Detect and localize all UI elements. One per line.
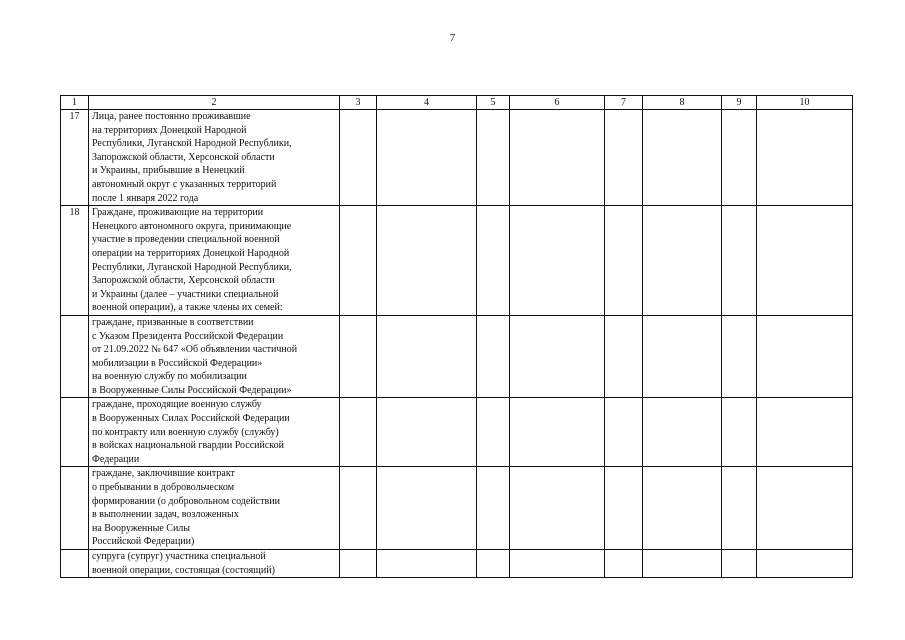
- empty-cell: [340, 315, 377, 398]
- text-line: участие в проведении специальной военной: [92, 234, 280, 246]
- row-number: [61, 315, 89, 398]
- table-row: [61, 398, 853, 467]
- text-line: мобилизации в Российской Федерации»: [92, 357, 263, 369]
- empty-cell: [510, 110, 605, 206]
- text-line: супруга (супруг) участника специальной: [92, 551, 266, 562]
- row-number: [61, 550, 89, 578]
- text-line: граждане, призванные в соответствии: [92, 316, 254, 328]
- empty-cell: [757, 550, 853, 578]
- empty-cell: [340, 206, 377, 316]
- empty-cell: [477, 398, 510, 467]
- row-description: [89, 110, 340, 206]
- empty-cell: [722, 398, 757, 467]
- column-header: 9: [722, 96, 757, 110]
- table-row: [61, 550, 853, 578]
- empty-cell: [722, 467, 757, 550]
- table-row: [61, 467, 853, 550]
- text-line: после 1 января 2022 года: [92, 192, 199, 204]
- empty-cell: [377, 206, 477, 316]
- empty-cell: [377, 550, 477, 578]
- text-line: граждане, заключившие контракт: [92, 468, 235, 480]
- table-row: [61, 206, 853, 316]
- text-line: Федерации: [92, 453, 140, 465]
- row-description: [89, 550, 340, 578]
- text-line: на Вооруженные Силы: [92, 522, 191, 534]
- empty-cell: [605, 550, 643, 578]
- empty-cell: [477, 206, 510, 316]
- text-line: на военную службу по мобилизации: [92, 371, 247, 383]
- empty-cell: [757, 467, 853, 550]
- text-line: граждане, проходящие военную службу: [92, 399, 262, 411]
- text-line: по контракту или военную службу (службу): [92, 426, 279, 438]
- column-header: 3: [340, 96, 377, 110]
- empty-cell: [643, 467, 722, 550]
- empty-cell: [722, 110, 757, 206]
- column-header: 8: [643, 96, 722, 110]
- document-table: [60, 95, 853, 578]
- empty-cell: [510, 467, 605, 550]
- empty-cell: [643, 206, 722, 316]
- empty-cell: [605, 398, 643, 467]
- empty-cell: [722, 206, 757, 316]
- text-line: о пребывании в добровольческом: [92, 482, 235, 494]
- empty-cell: [757, 315, 853, 398]
- empty-cell: [643, 315, 722, 398]
- page-number: 7: [449, 32, 456, 44]
- empty-cell: [340, 550, 377, 578]
- text-line: с Указом Президента Российской Федерации: [92, 330, 284, 342]
- text-line: автономный округ с указанных территорий: [92, 178, 277, 190]
- empty-cell: [643, 110, 722, 206]
- text-line: от 21.09.2022 № 647 «Об объявлении частичной: [92, 344, 298, 356]
- empty-cell: [722, 550, 757, 578]
- column-header: 7: [605, 96, 643, 110]
- table-row: [61, 315, 853, 398]
- empty-cell: [605, 206, 643, 316]
- text-line: Ненецкого автономного округа, принимающие: [92, 220, 292, 232]
- empty-cell: [377, 315, 477, 398]
- row-number: [61, 467, 89, 550]
- empty-cell: [477, 315, 510, 398]
- text-line: и Украины (далее – участники специальной: [92, 288, 279, 300]
- empty-cell: [377, 398, 477, 467]
- text-line: Запорожской области, Херсонской области: [92, 275, 275, 287]
- empty-cell: [605, 110, 643, 206]
- text-line: в выполнении задач, возложенных: [92, 509, 239, 521]
- text-line: операции на территориях Донецкой Народной: [92, 247, 290, 259]
- column-header: 6: [510, 96, 605, 110]
- empty-cell: [340, 398, 377, 467]
- empty-cell: [477, 110, 510, 206]
- text-line: в войсках национальной гвардии Российской: [92, 440, 285, 452]
- row-description: [89, 467, 340, 550]
- column-header: 4: [377, 96, 477, 110]
- empty-cell: [377, 110, 477, 206]
- empty-cell: [643, 550, 722, 578]
- row-description: [89, 315, 340, 398]
- empty-cell: [340, 110, 377, 206]
- table-row: [61, 110, 853, 206]
- empty-cell: [757, 398, 853, 467]
- empty-cell: [510, 315, 605, 398]
- empty-cell: [510, 550, 605, 578]
- row-number: [61, 398, 89, 467]
- column-header: 1: [61, 96, 89, 110]
- empty-cell: [510, 206, 605, 316]
- text-line: формировании (о добровольном содействии: [92, 495, 280, 507]
- text-line: военной операции, состоящая (состоящий): [92, 564, 275, 576]
- empty-cell: [510, 398, 605, 467]
- text-line: Республики, Луганской Народной Республики,: [92, 138, 292, 150]
- text-line: в Вооруженных Силах Российской Федерации: [92, 413, 290, 425]
- text-line: Российской Федерации): [92, 536, 195, 548]
- row-description: [89, 206, 340, 316]
- text-line: военной операции), а также члены их семей:: [92, 302, 283, 314]
- text-line: Республики, Луганской Народной Республики,: [92, 261, 292, 273]
- text-line: и Украины, прибывшие в Ненецкий: [92, 165, 245, 177]
- empty-cell: [605, 315, 643, 398]
- empty-cell: [757, 110, 853, 206]
- text-line: Граждане, проживающие на территории: [92, 207, 264, 219]
- empty-cell: [477, 467, 510, 550]
- empty-cell: [477, 550, 510, 578]
- text-line: Запорожской области, Херсонской области: [92, 151, 275, 163]
- text-line: Лица, ранее постоянно проживавшие: [92, 111, 251, 122]
- empty-cell: [605, 467, 643, 550]
- column-header: 10: [757, 96, 853, 110]
- row-number: 18: [61, 206, 89, 316]
- header-row: [61, 96, 853, 110]
- text-line: на территориях Донецкой Народной: [92, 124, 247, 136]
- empty-cell: [643, 398, 722, 467]
- row-description: [89, 398, 340, 467]
- row-number: 17: [61, 110, 89, 206]
- empty-cell: [377, 467, 477, 550]
- empty-cell: [757, 206, 853, 316]
- empty-cell: [340, 467, 377, 550]
- column-header: 5: [477, 96, 510, 110]
- text-line: в Вооруженные Силы Российской Федерации»: [92, 384, 292, 396]
- column-header: 2: [89, 96, 340, 110]
- empty-cell: [722, 315, 757, 398]
